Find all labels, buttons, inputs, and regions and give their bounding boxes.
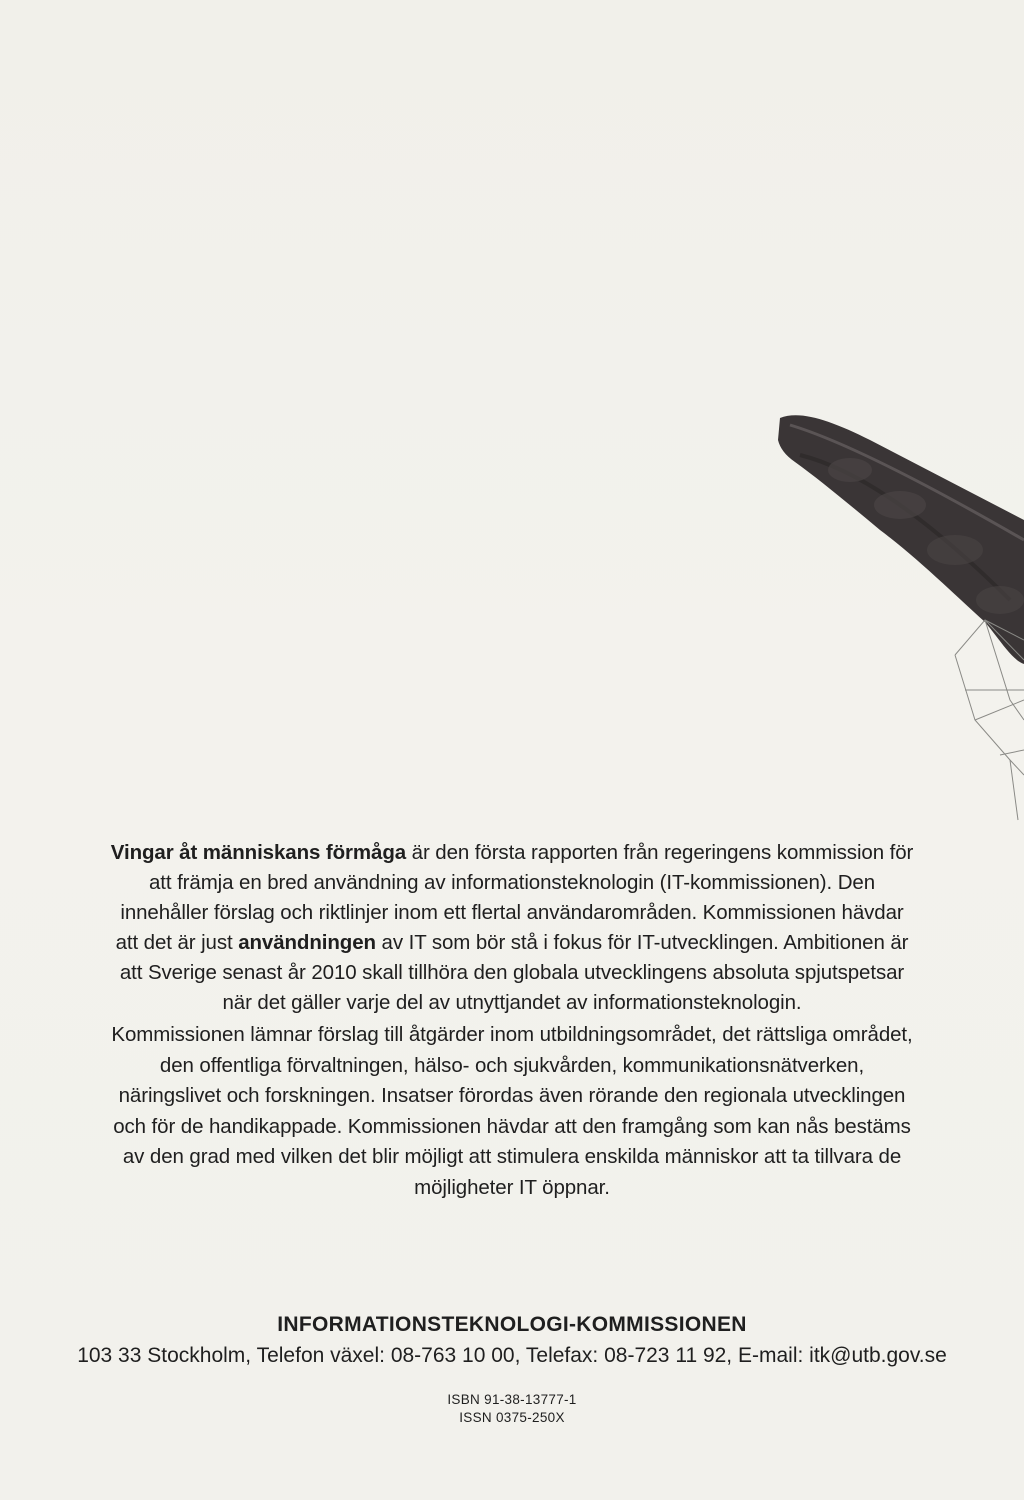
emphasis-word: användningen: [238, 931, 376, 954]
issn-number: ISSN 0375-250X: [459, 1410, 565, 1425]
isbn-number: ISBN 91-38-13777-1: [447, 1392, 577, 1407]
intro-text-part-1: är den första rapporten från regeringens kommission för att främja en bred användning av informationsteknologin (IT-kommissionen). Den innehåller förslag och riktlinjer inom ett flertal användarområden. Kommissionen hävdar att det är just: [115, 841, 914, 954]
proposals-paragraph: Kommissionen lämnar förslag till åtgärder inom utbildningsområdet, det rättsliga området, den offentliga förvaltningen, hälso- och sjukvården, kommunikationsnätverken, näringslivet och forskningen. Insatser förordas även rörande den regionala utvecklingen och för de handikappade. Kommissionen hävdar att den framgång som kan nås bestäms av den grad med vilken det blir möjligt att stimulera enskilda människor att ta tillvara de möjligheter IT öppnar.: [111, 1023, 913, 1199]
report-title: Vingar åt människans förmåga: [110, 841, 407, 864]
organization-name: INFORMATIONSTEKNOLOGI-KOMMISSIONEN: [277, 1313, 747, 1336]
contact-line: 103 33 Stockholm, Telefon växel: 08-763 10 00, Telefax: 08-723 11 92, E-mail: itk@utb.gov.se: [77, 1344, 947, 1367]
intro-text-part-2: av IT som bör stå i fokus för IT-utvecklingen. Ambitionen är att Sverige senast år 2010 skall tillhöra den globala utvecklingens absoluta spjutspetsar när det gäller varje del av utnyttjandet av informationsteknologin.: [119, 931, 909, 1014]
intro-paragraph: [110, 838, 914, 1018]
